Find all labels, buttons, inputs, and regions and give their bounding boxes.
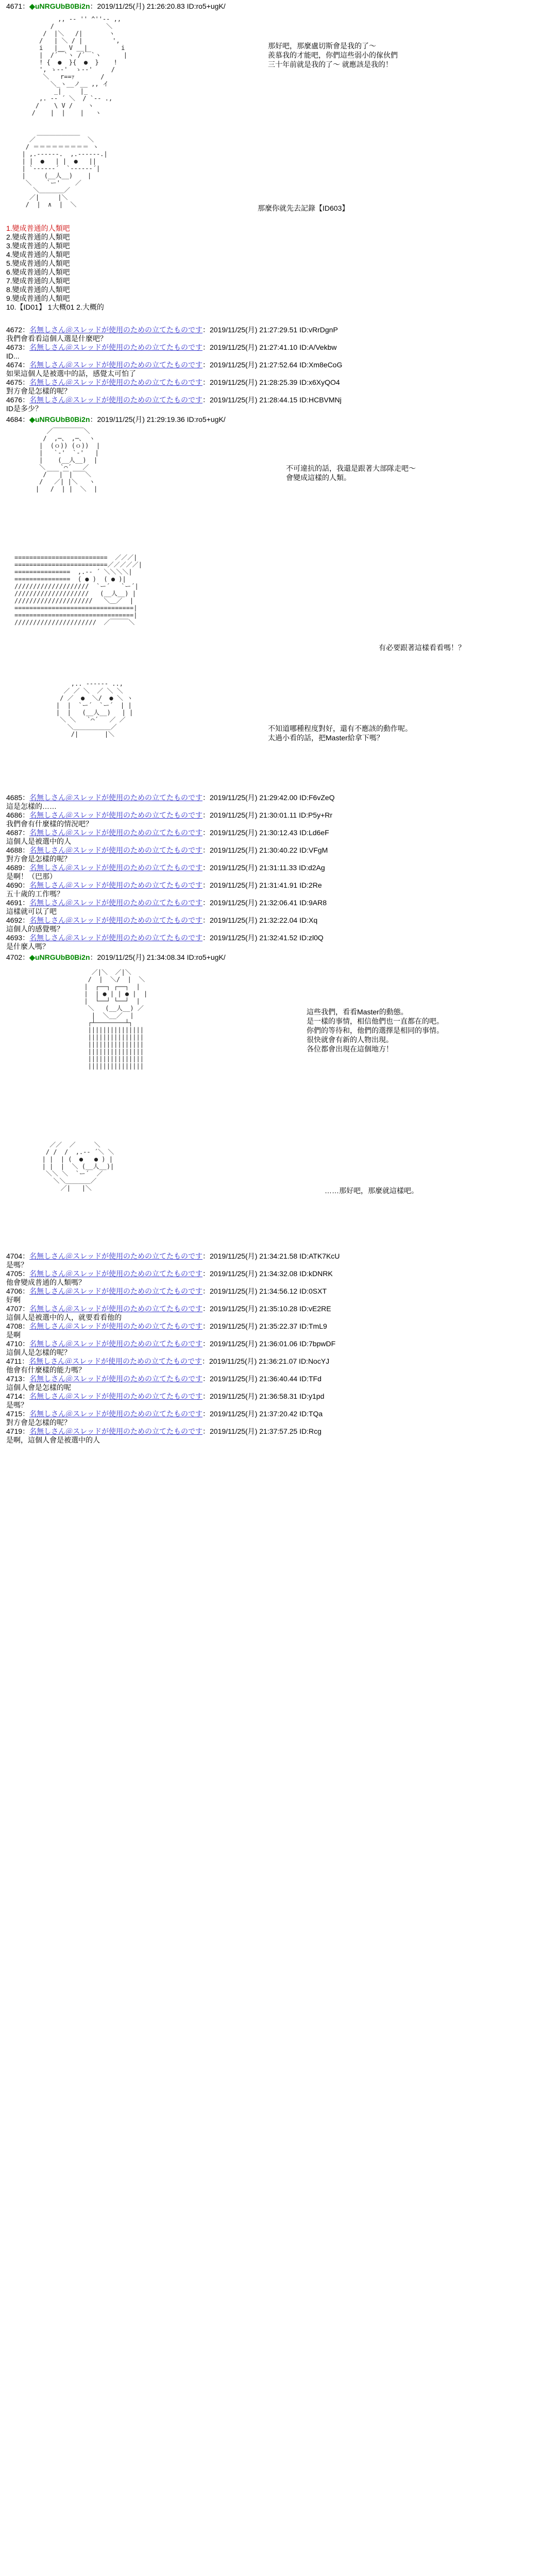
- post-header-4671: 4671：◆uNRGUbB0Bi2n：2019/11/25(月) 21:26:20.83 ID:ro5+ugK/: [6, 2, 226, 10]
- comment-4719: 4719：名無しさん＠スレッドが使用のための立てたものです：2019/11/25(月) 21:37:57.25 ID:Rcg 是啊，這個人會是被選中的人: [6, 1427, 322, 1444]
- comment-4675: 4675：名無しさん＠スレッドが使用のための立てたものです：2019/11/25(月) 21:28:25.39 ID:x6XyQO4 對方會是怎樣的呢？: [6, 378, 340, 395]
- comment-4689: 4689：名無しさん＠スレッドが使用のための立てたものです：2019/11/25(月) 21:31:11.33 ID:d2Ag 是啊！（巴那）: [6, 863, 325, 880]
- ascii-art-2: ＿＿＿＿＿＿＿ ／ ＼ / ＝＝＝＝＝＝＝＝＝ ヽ | ,.--‐‐--. ,.--‐‐--.| | | ● | | ● || | `-‐‐‐‐-´ `-‐‐‐‐-´| | (__人__) | ＼ `ー' ／ ＼＿＿＿＿／ ／| |＼ / | ∧ | ＼: [22, 129, 108, 208]
- comment-4706: 4706：名無しさん＠スレッドが使用のための立てたものです：2019/11/25(月) 21:34:56.12 ID:0SXT 好啊: [6, 1287, 327, 1304]
- ascii-art-1: ,, -‐ '' ^''‐- ,, / ＼ / |＼ /| ヽ / | ＼ / | ', i |__ V __| i | /´￣`ヽ /´￣`ヽ | ! { ● }{ ● } ! ', ゝ--' ゝ--' / ＼ r==ｧ / ＼_ヽ__ノ__ ,, イ _| |_ ,. -‐ ´ ＼ / `‐- ., / \ V / ヽ / | | | ヽ: [31, 15, 127, 116]
- ascii-art-5: ,.. -‐‐‐‐- .., ／ ／ ＼ ／ ＼ ＼ / ／ ● ＼/ ● ＼ ヽ | | `ー´ `ー´ | | | | (__人__) | | ＼ ＼ `⌒´ ／ ／ ＼＿＿＿＿＿＿／ /| |＼: [56, 680, 133, 738]
- comment-4688: 4688：名無しさん＠スレッドが使用のための立てたものです：2019/11/25(月) 21:30:40.22 ID:VFgM 對方會是怎樣的呢？: [6, 846, 328, 863]
- comment-4714: 4714：名無しさん＠スレッドが使用のための立てたものです：2019/11/25(月) 21:36:58.31 ID:y1pd 是嗎？: [6, 1392, 325, 1409]
- ascii-art-7: ／／ ／ ＼ / / / ,.-‐ ´＼ ＼ | | | ( ● ● ) | | | | ＼ (__人__)| ＼＼ ＼ `ー´ ／ ＼＼＿＿＿＿／ ／| |＼: [42, 1141, 114, 1192]
- comment-4676: 4676：名無しさん＠スレッドが使用のための立てたものです：2019/11/25(月) 21:28:44.15 ID:HCBVMNj ID是多少？: [6, 396, 342, 413]
- side-text-3: 不可違抗的話，我還是跟著大部隊走吧～ 會變成這樣的人類。: [286, 464, 416, 482]
- vote-item: 9.變成普通的人類吧: [6, 294, 70, 302]
- vote-list: [6, 224, 104, 312]
- comment-4710: 4710：名無しさん＠スレッドが使用のための立てたものです：2019/11/25(月) 21:36:01.06 ID:7bpwDF 這個人是怎樣的呢？: [6, 1340, 336, 1357]
- comment-4713: 4713：名無しさん＠スレッドが使用のための立てたものです：2019/11/25(月) 21:36:40.44 ID:TFd 這個人會是怎樣的呢: [6, 1375, 322, 1392]
- comment-4687: 4687：名無しさん＠スレッドが使用のための立てたものです：2019/11/25(月) 21:30:12.43 ID:Ld6eF 這個人是被選中的人: [6, 828, 329, 845]
- comment-4674: 4674：名無しさん＠スレッドが使用のための立てたものです：2019/11/25(月) 21:27:52.64 ID:Xm8eCoG 如果這個人是被選中的話，感覺太可怕了: [6, 361, 343, 378]
- comment-4704: 4704：名無しさん＠スレッドが使用のための立てたものです：2019/11/25(月) 21:34:21.58 ID:ATK7KcU 是嗎？: [6, 1252, 340, 1269]
- ascii-art-4: ========================= ／／／| =========================／／／／／| =============== ,.-‐ ´ ＼＼＼＼| =============== ( ● ) ( ● )| //////////////////// `ー´ `ー´| //////////////////// (__人__) | ///////////////////// ＼＿／ | ================================| ================================| ////////////////////// ／￣￣￣＼: [14, 554, 142, 626]
- vote-item: 7.變成普通的人類吧: [6, 277, 70, 285]
- side-text-7: ……那好吧，那麼就這樣吧。: [325, 1187, 418, 1195]
- side-text-2: 那麼你就先去記錄【ID603】: [258, 204, 349, 212]
- ascii-art-3: ／￣￣￣￣￣＼ / ,─、 ,─、 ヽ | (ｏ)) (ｏ)) | | `-' `-' | | (__人__) | ＼ `⌒´ ／ /￣￣|￣|￣￣＼ / ／| |＼ ヽ | / | | ＼ |: [35, 428, 100, 493]
- vote-item: 5.變成普通的人類吧: [6, 259, 70, 267]
- vote-item: 10.【ID01】 1大概01 2.大概的: [6, 303, 104, 311]
- vote-item: 4.變成普通的人類吧: [6, 250, 70, 259]
- vote-item: 6.變成普通的人類吧: [6, 268, 70, 276]
- side-text-6: 這些我們，看看Master的動態。 是一樣的事情，相信他們也一直都在的吧。 你們的等待和，他們的選擇是相同的事情。 很快就會有新的人物出現。 各位都會出現在這個地方！: [307, 1008, 444, 1053]
- comment-4690: 4690：名無しさん＠スレッドが使用のための立てたものです：2019/11/25(月) 21:31:41.91 ID:2Re 五十歲的工作嗎？: [6, 881, 322, 898]
- post-header-4684: 4684：◆uNRGUbB0Bi2n：2019/11/25(月) 21:29:19.36 ID:ro5+ugK/: [6, 415, 226, 423]
- comment-4715: 4715：名無しさん＠スレッドが使用のための立てたものです：2019/11/25(月) 21:37:20.42 ID:TQa 對方會是怎樣的呢？: [6, 1410, 323, 1427]
- comment-4685: 4685：名無しさん＠スレッドが使用のための立てたものです：2019/11/25(月) 21:29:42.00 ID:F6vZeQ 這是怎樣的……: [6, 793, 335, 810]
- comment-4705: 4705：名無しさん＠スレッドが使用のための立てたものです：2019/11/25(月) 21:34:32.08 ID:kDNRK 他會變成普通的人類嗎？: [6, 1269, 333, 1286]
- comment-4691: 4691：名無しさん＠スレッドが使用のための立てたものです：2019/11/25(月) 21:32:06.41 ID:9AR8 這樣就可以了吧: [6, 899, 327, 916]
- comment-4693: 4693：名無しさん＠スレッドが使用のための立てたものです：2019/11/25(月) 21:32:41.52 ID:zl0Q 是什麼人嗎？: [6, 934, 324, 951]
- post-header-4702: 4702：◆uNRGUbB0Bi2n：2019/11/25(月) 21:34:08.34 ID:ro5+ugK/: [6, 953, 226, 961]
- comment-4686: 4686：名無しさん＠スレッドが使用のための立てたものです：2019/11/25(月) 21:30:01.11 ID:P5y+Rr 我們會有什麼樣的情況吧？: [6, 811, 333, 828]
- ascii-art-6: ／|＼ ／|＼ / | ＼/ | ＼ | ┌──┐ ┌──┐ | | | ● | | ● | | | └──┘ └──┘ | ＼ (__人__) ／ | ＼__／ | ┌┴────────┴┐ ||||||||||||||| ||||||||||||||| ||||||||||||||| ||||||||||||||| ||||||||||||||| |||||||||||||||: [84, 969, 148, 1070]
- side-text-5: 不知道哪種程度對好，還有不應該的動作呢。 太過小看的話，把Master給拿下嗎？: [268, 724, 412, 742]
- vote-item: 8.變成普通的人類吧: [6, 285, 70, 294]
- comment-4707: 4707：名無しさん＠スレッドが使用のための立てたものです：2019/11/25(月) 21:35:10.28 ID:vE2RE 這個人是被選中的人，就要看看他的: [6, 1304, 331, 1321]
- comment-4672: 4672：名無しさん＠スレッドが使用のための立てたものです：2019/11/25(月) 21:27:29.51 ID:vRrDgnP 我們會看看這個人選是什麼吧？: [6, 326, 338, 343]
- comment-4711: 4711：名無しさん＠スレッドが使用のための立てたものです：2019/11/25(月) 21:36:21.07 ID:NocYJ 他會有什麼樣的能力嗎？: [6, 1357, 330, 1374]
- comment-4673: 4673：名無しさん＠スレッドが使用のための立てたものです：2019/11/25(月) 21:27:41.10 ID:A/Vekbw ID...: [6, 343, 337, 360]
- comment-4708: 4708：名無しさん＠スレッドが使用のための立てたものです：2019/11/25(月) 21:35:22.37 ID:TmL9 是啊: [6, 1322, 327, 1339]
- vote-item: 2.變成普通的人類吧: [6, 233, 70, 241]
- comment-4692: 4692：名無しさん＠スレッドが使用のための立てたものです：2019/11/25(月) 21:32:22.04 ID:Xq 這個人的感覺嗎？: [6, 916, 318, 933]
- side-text-1: 那好吧，那麼盧切斯會是我的了～ 羨慕我的才能吧，你們這些弱小的傢伙們 三十年前就是我的了～ 就應該是我的！: [268, 42, 398, 69]
- side-text-4: 有必要跟著這樣看看嗎！？: [379, 643, 465, 652]
- vote-item: 1.變成普通的人類吧: [6, 224, 70, 232]
- vote-item: 3.變成普通的人類吧: [6, 242, 70, 250]
